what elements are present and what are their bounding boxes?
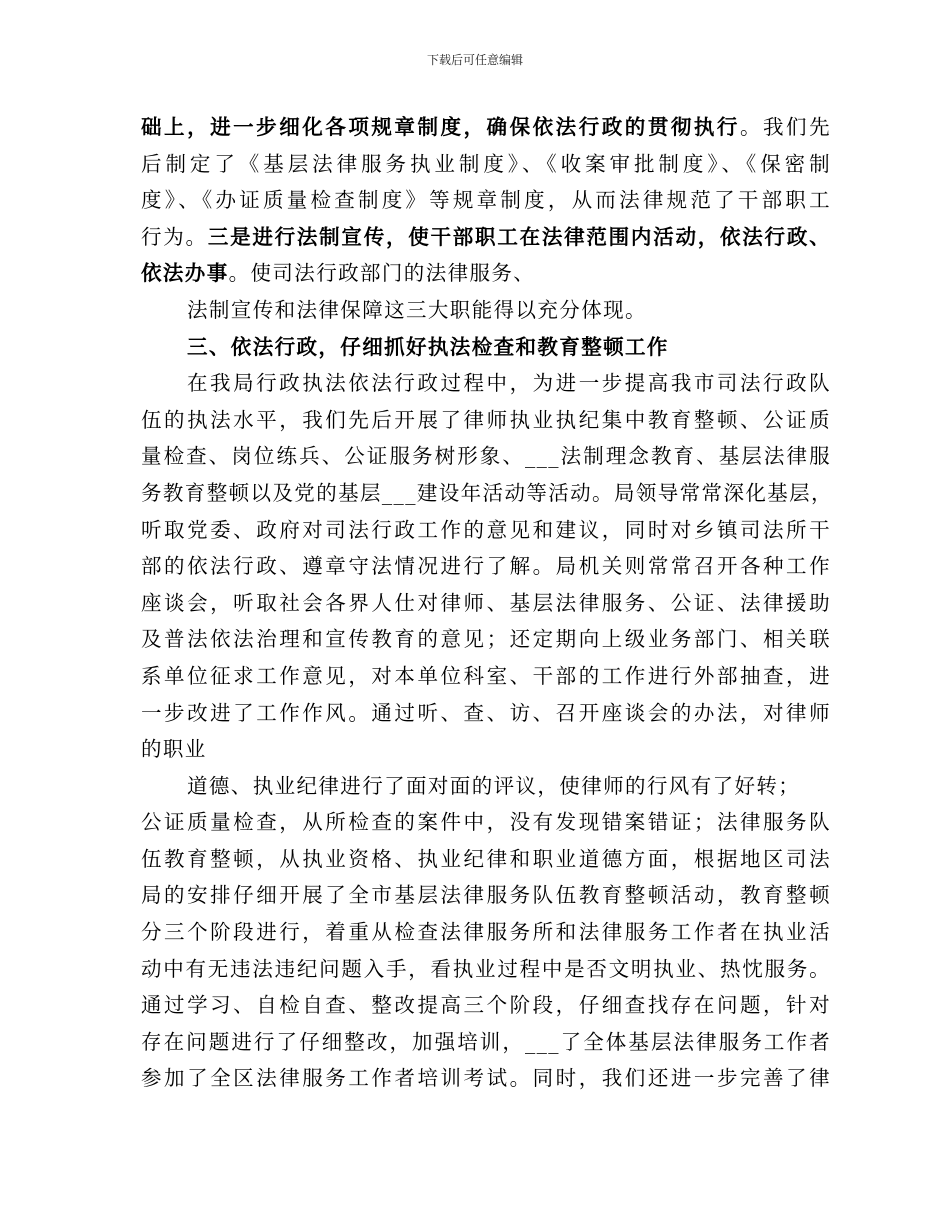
text-line xyxy=(141,768,831,805)
text-segment: 系单位征求工作意见，对本单位科室、干部的工作进行外部抽查，进 xyxy=(141,663,831,688)
text-segment: 的职业 xyxy=(141,737,207,762)
text-line xyxy=(141,182,831,219)
text-segment: 在我局行政执法依法行政过程中，为进一步提高我市司法行政队 xyxy=(187,371,831,396)
text-segment: 分三个阶段进行，着重从检查法律服务所和法律服务工作者在执业活 xyxy=(141,920,831,945)
text-segment: 动中有无违法违纪问题入手，看执业过程中是否文明执业、热忱服务。 xyxy=(141,956,831,981)
text-line xyxy=(141,621,831,658)
text-segment: 通过学习、自检自查、整改提高三个阶段，仔细查找存在问题，针对 xyxy=(141,993,831,1018)
text-segment: 务教育整顿以及党的基层___建设年活动等活动。局领导常常深化基层， xyxy=(141,480,833,505)
text-line xyxy=(141,512,831,549)
text-segment: 伍的执法水平，我们先后开展了律师执业执纪集中教育整顿、公证质 xyxy=(141,407,831,432)
text-line xyxy=(141,658,831,695)
text-segment: 量检查、岗位练兵、公证服务树形象、___法制理念教育、基层法律服 xyxy=(141,444,831,469)
text-segment: 。我们先 xyxy=(739,115,831,139)
text-line xyxy=(141,951,831,988)
text-line xyxy=(141,731,831,768)
text-line xyxy=(141,914,831,951)
text-segment: 公证质量检查，从所检查的案件中，没有发现错案错证；法律服务队 xyxy=(141,810,831,835)
text-line xyxy=(141,804,831,841)
text-line xyxy=(141,219,831,256)
text-line xyxy=(141,146,831,183)
document-body xyxy=(141,109,831,1097)
text-segment: 参加了全区法律服务工作者培训考试。同时，我们还进一步完善了律 xyxy=(141,1066,831,1091)
text-segment: 座谈会，听取社会各界人仕对律师、基层法律服务、公证、法律援助 xyxy=(141,590,831,615)
text-segment: 存在问题进行了仔细整改，加强培训，___了全体基层法律服务工作者 xyxy=(141,1029,831,1054)
text-line xyxy=(141,585,831,622)
text-line xyxy=(141,292,831,329)
bold-text-segment: 三是进行法制宣传，使干部职工在法律范围内活动，依法行政、 xyxy=(207,224,831,249)
text-line xyxy=(141,475,831,512)
text-line xyxy=(141,877,831,914)
text-segment: 。使司法行政部门的法律服务、 xyxy=(228,261,536,286)
text-segment: 听取党委、政府对司法行政工作的意见和建议，同时对乡镇司法所干 xyxy=(141,517,831,542)
bold-text-segment: 依法办事 xyxy=(141,261,229,286)
section-heading xyxy=(141,329,831,366)
text-line xyxy=(141,695,831,732)
text-line xyxy=(141,255,831,292)
text-segment: 度》、《办证质量检查制度》等规章制度，从而法律规范了干部职工 xyxy=(141,188,831,213)
text-line xyxy=(141,841,831,878)
text-line xyxy=(141,548,831,585)
text-segment: 局的安排仔细开展了全市基层法律服务队伍教育整顿活动，教育整顿 xyxy=(141,883,831,908)
text-segment: 法制宣传和法律保障这三大职能得以充分体现。 xyxy=(187,297,647,322)
text-segment: 及普法依法治理和宣传教育的意见；还定期向上级业务部门、相关联 xyxy=(141,627,831,652)
text-line xyxy=(141,402,831,439)
text-line xyxy=(141,1060,831,1097)
text-segment: 伍教育整顿，从执业资格、执业纪律和职业道德方面，根据地区司法 xyxy=(141,846,831,871)
text-line xyxy=(141,438,831,475)
text-line xyxy=(141,1024,831,1061)
text-line xyxy=(141,987,831,1024)
text-segment: 行为。 xyxy=(141,224,208,249)
text-segment: 部的依法行政、遵章守法情况进行了解。局机关则常常召开各种工作 xyxy=(141,554,831,579)
bold-text-segment: 三、依法行政，仔细抓好执法检查和教育整顿工作 xyxy=(187,334,669,359)
page-header: 下载后可任意编辑 xyxy=(426,53,523,67)
text-line xyxy=(141,365,831,402)
text-segment: 一步改进了工作作风。通过听、查、访、召开座谈会的办法，对律师 xyxy=(141,700,831,725)
text-line xyxy=(141,109,831,146)
text-segment: 后制定了《基层法律服务执业制度》、《收案审批制度》、《保密制 xyxy=(141,151,831,176)
text-segment: 道德、执业纪律进行了面对面的评议，使律师的行风有了好转； xyxy=(187,773,801,798)
bold-text-segment: 础上，进一步细化各项规章制度，确保依法行政的贯彻执行 xyxy=(141,115,740,139)
